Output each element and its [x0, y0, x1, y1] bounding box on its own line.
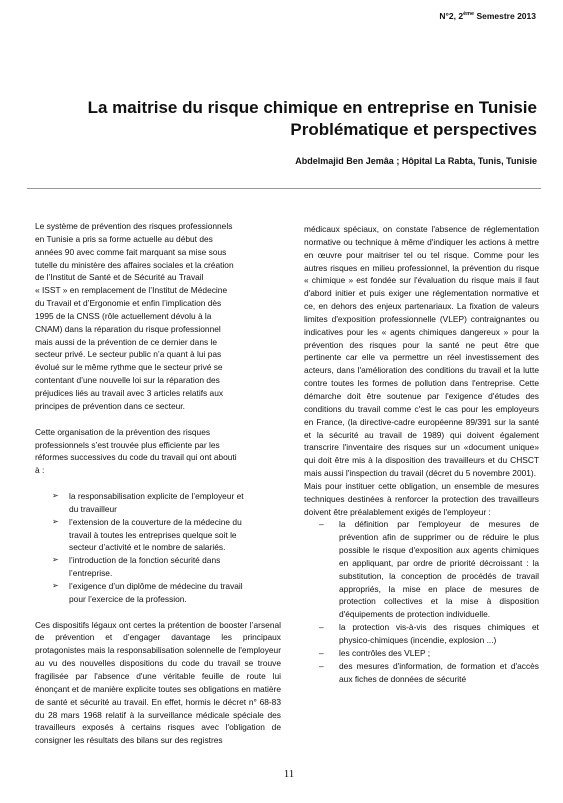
- list-item: – des mesures d'information, de formation et d'accès aux fiches de données de sécurité: [319, 660, 539, 684]
- list-item: ➢ l’exigence d’un diplôme de médecine du travail pour l’exercice de la profession.: [52, 580, 243, 604]
- right-column: [304, 223, 539, 685]
- arrow-bullet-icon: ➢: [52, 580, 59, 590]
- left-paragraph-2: Cette organisation de la prévention des risques professionnels s’est trouvée plus efficiente par les réformes successives du code du travail qui ont abouti à :: [35, 426, 237, 476]
- list-item: – la protection vis-à-vis des risques chimiques et physico-chimiques (incendie, explosion ...): [319, 622, 539, 645]
- dash-bullet-icon: –: [319, 647, 324, 658]
- right-paragraph-2: Mais pour instituer cette obligation, un ensemble de mesures techniques destinées à renforcer la protection des travailleurs doivent être préalablement exigés de l'employeur :: [304, 480, 539, 517]
- left-paragraph-1: Le système de prévention des risques professionnels en Tunisie a pris sa forme actuelle au début des années 90 avec comme fait marquant sa mise sous tutelle du ministère des affaires sociales et la création de l’Institut de Santé et de Sécurité au Travail « ISST » en remplacement de l’Institut de Médecine du Travail et d’Ergonomie et enfin l’implication dès 1995 de la CNSS (rôle actuellement dévolu à la CNAM) dans la réparation du risque professionnel mais aussi de la prévention de ce dernier dans le secteur privé. Le secteur public n’a quant à lui pas évolué sur le même rythme que le secteur privé se contentant d’une nouvelle loi sur la réparation des préjudices liés au travail avec 3 articles relatifs aux principes de prévention dans ce secteur.: [35, 221, 234, 411]
- arrow-bullet-icon: ➢: [52, 491, 59, 501]
- reform-list: [35, 490, 281, 606]
- title-line-2: Problématique et perspectives: [290, 120, 537, 139]
- right-paragraph-1: médicaux spéciaux, on constate l'absence de réglementation normative ou technique à même d'indiquer les actions à mettre en œuvre pour maitriser tel ou tel risque. Comme pour les autres risques en milieu professionnel, la prévention du risque « chimique » est fondée sur l'évaluation du risque mais il faut d'abord initier et puis exiger une réglementation normative et ce, en dehors des enjeux partenariaux. La fixation de valeurs limites d'exposition professionnelle (VLEP) contraignantes ou indicatives pour les « agents chimiques dangereux » pour la prévention des risques pour la santé ne peut être que pertinente car elle va permettre un réel investissement des acteurs, dans l'amélioration des conditions du travail et la lutte contre toutes les formes de pollution dans l'entreprise. Cette démarche doit être soutenue par l'exigence d'études des conditions du travail comme c'est le cas pour les employeurs en France, (la directive-cadre européenne 89/391 sur la santé et la sécurité au travail de 1989) qui doivent également transcrire l'inventaire des risques sur un «document unique» qui doit être mis à la disposition des travailleurs et du CHSCT mais aussi l'inspection du travail (décret du 5 novembre 2001).: [304, 224, 539, 479]
- list-item: – les contrôles des VLEP ;: [319, 647, 431, 658]
- list-item: ➢ l’extension de la couverture de la médecine du travail à toutes les entreprises quelque soit le secteur d’activité et le nombre de salariés.: [52, 516, 242, 553]
- arrow-bullet-icon: ➢: [52, 555, 59, 565]
- left-column: [35, 220, 281, 747]
- left-paragraph-3: Ces dispositifs légaux ont certes la prétention de booster l’arsenal de prévention et d’engager davantage les principaux protagonistes mais la responsabilisation solennelle de l'employeur au vu des nouvelles dispositions du code du travail se trouve fragilisée par l'absence d'une véritable feuille de route lui énonçant et de manière explicite toutes ses obligations en matière de santé et sécurité au travail. En effet, hormis le décret n° 68-83 du 28 mars 1968 relatif à la surveillance médicale spéciale des travailleurs exposés à certains risques avec l'obligation de consigner les résultats des bilans sur des registres: [35, 619, 281, 746]
- dash-bullet-icon: –: [319, 622, 324, 633]
- list-item: – la définition par l'employeur de mesures de prévention afin de supprimer ou de réduire le plus possible le risque d'exposition aux agents chimiques en appliquant, par ordre de priorité décroissant : la substitution, la conception de procédés de travail appropriés, la mise en place de mesures de protection collectives et la mise à disposition d'équipements de protection individuelle.: [319, 519, 539, 620]
- list-item: ➢ la responsabilisation explicite de l’employeur et du travailleur: [52, 491, 244, 514]
- author-line: Abdelmajid Ben Jemâa ; Hôpital La Rabta, Tunis, Tunisie: [295, 156, 537, 166]
- header-divider: [27, 188, 541, 189]
- arrow-bullet-icon: ➢: [52, 516, 59, 526]
- measures-list: [304, 518, 539, 685]
- page-number: 11: [283, 768, 295, 780]
- article-title: [57, 97, 537, 141]
- list-item: ➢ l’introduction de la fonction sécurité dans l’entreprise.: [52, 555, 221, 579]
- title-line-1: La maitrise du risque chimique en entreprise en Tunisie: [87, 98, 537, 117]
- issue-label: N°2, 2ème Semestre 2013: [439, 11, 536, 21]
- dash-bullet-icon: –: [319, 519, 324, 530]
- dash-bullet-icon: –: [319, 660, 324, 671]
